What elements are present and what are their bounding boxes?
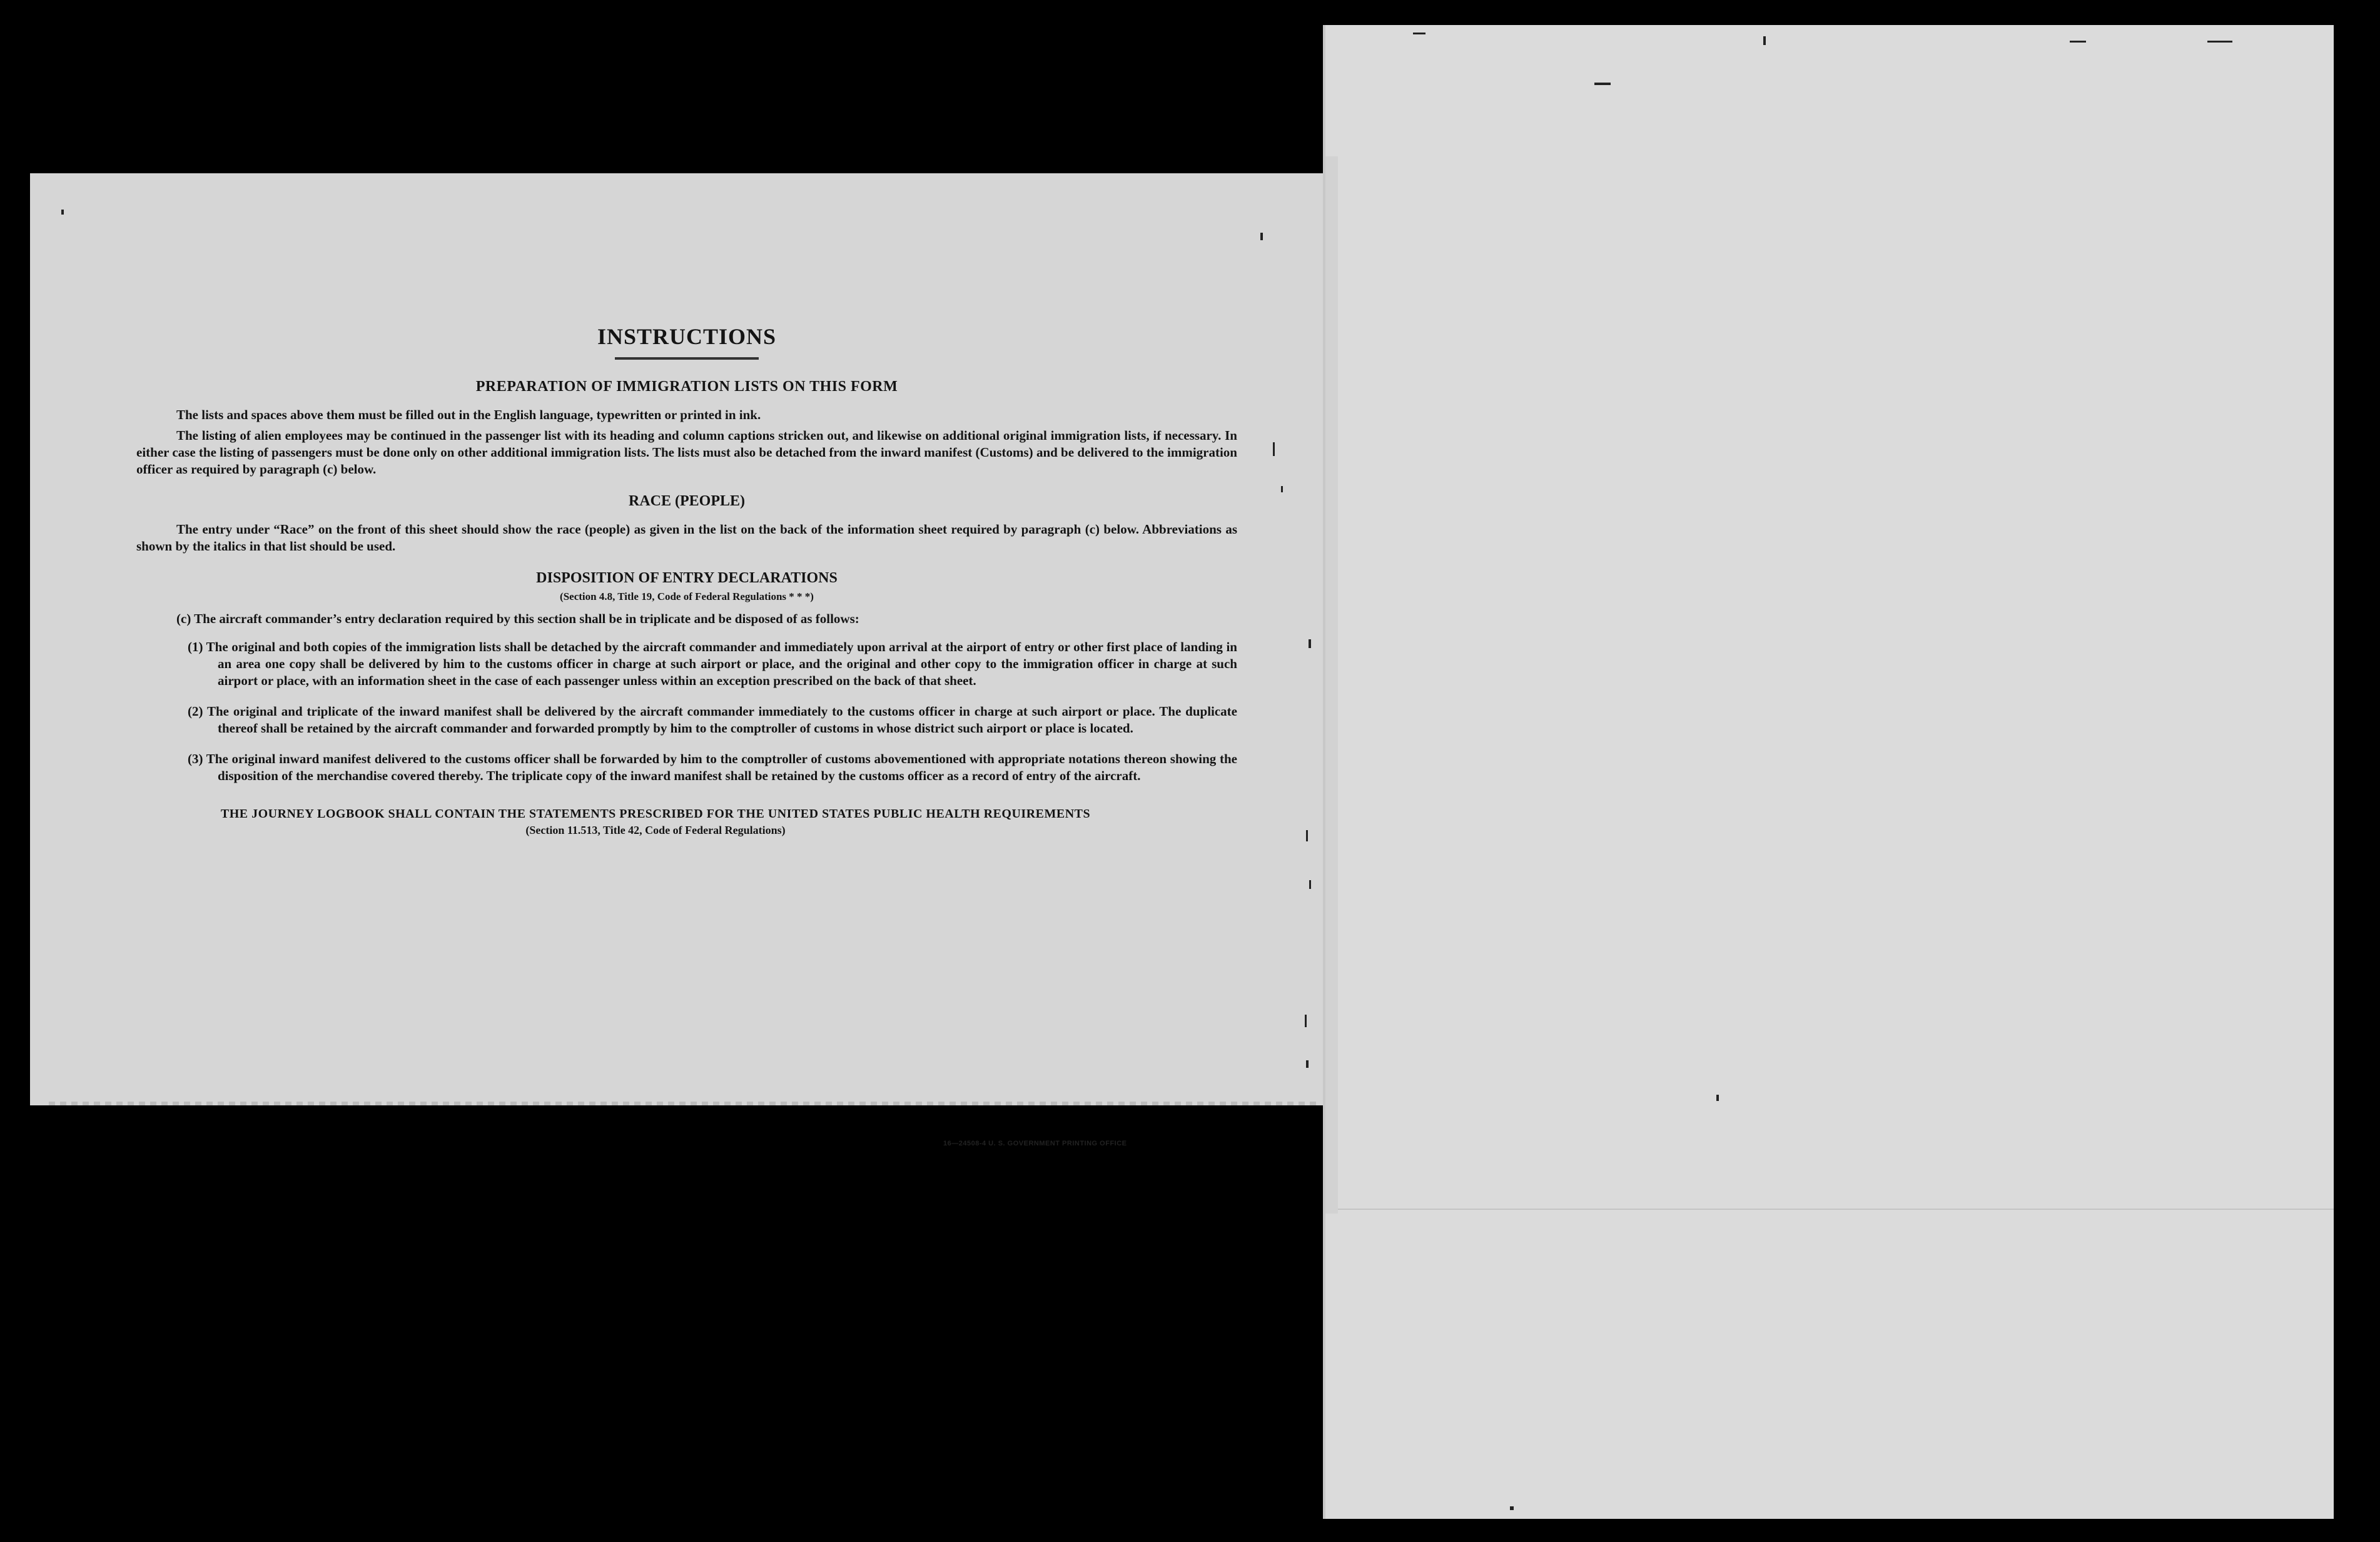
scan-speck [1510,1506,1514,1510]
preparation-heading: PREPARATION OF IMMIGRATION LISTS ON THIS FORM [475,378,898,395]
scan-speck [1594,83,1611,85]
disposition-item-2: (2) The original and triplicate of the inward manifest shall be delivered by the aircraft commander immediately to the customs officer in charge at such airport or place. The duplicate thereof shall be retained by the aircraft commander and forwarded promptly by him to the comptroller of customs in whose district such airport or place is located. [188,704,1237,736]
blank-sheet [1323,25,2334,1519]
instructions-title: INSTRUCTIONS [597,324,777,349]
scan-speck [1716,1095,1719,1101]
disposition-item-1: (1) The original and both copies of the immigration lists shall be detached by the aircraft commander and immediately upon arrival at the airport of entry or other first place of landing in an area one copy shall be delivered by him to the customs officer in charge at such airport or place, and the original and other copy to the immigration officer in charge at such airport or place, with an information sheet in the case of each passenger unless within an exception prescribed on the back of that sheet. [188,639,1237,688]
disposition-heading: DISPOSITION OF ENTRY DECLARATIONS [536,570,838,586]
preparation-paragraph-1: The lists and spaces above them must be filled out in the English language, typewritten or printed in ink. [176,407,761,422]
scan-speck [1273,442,1275,456]
scan-speck [2070,41,2086,43]
logbook-statement: THE JOURNEY LOGBOOK SHALL CONTAIN THE STATEMENTS PRESCRIBED FOR THE UNITED STATES PUBLIC HEALTH REQUIREMENTS [220,807,1091,821]
scan-speck [1413,33,1425,34]
scan-speck [1309,639,1311,648]
scan-speck [1306,830,1308,841]
title-rule [615,357,759,360]
logbook-citation: (Section 11.513, Title 42, Code of Federal Regulations) [525,824,786,836]
scan-speck [2207,41,2232,43]
fold-line [1338,1209,2334,1210]
scan-speck [1309,880,1311,889]
scan-speck [1763,36,1766,45]
sheet-edge-shade [1325,156,1338,1214]
scan-speck [61,210,64,215]
scan-speck [1281,486,1283,492]
scan-speck [1305,1015,1307,1027]
instructions-sheet [30,173,1325,1147]
scan-speck [1260,233,1263,240]
instructions-content [136,323,1237,837]
race-paragraph: The entry under “Race” on the front of this sheet should show the race (people) as given in the list on the back of the information sheet required by paragraph (c) below. Abbreviations as shown by the italics in that list should be used. [136,522,1237,554]
disposition-citation: (Section 4.8, Title 19, Code of Federal Regulations * * *) [560,591,814,602]
scan-speck [1306,1060,1309,1068]
preparation-paragraph-2: The listing of alien employees may be continued in the passenger list with its heading and column captions stricken out, and likewise on additional original immigration lists, if necessary. In either case the listing of passengers must be done only on other additional immigration lists. The lists must also be detached from the inward manifest (Customs) and be delivered to the immigration officer as required by paragraph (c) below. [136,428,1237,477]
disposition-item-3: (3) The original inward manifest delivered to the customs officer shall be forwarded by him to the comptroller of customs abovementioned with appropriate notations thereon showing the disposition of the merchandise covered thereby. The triplicate copy of the inward manifest shall be retained by the customs officer as a record of entry of the aircraft. [188,751,1237,783]
disposition-intro: (c) The aircraft commander’s entry declaration required by this section shall be in triplicate and be disposed of as follows: [176,611,859,626]
printing-office-line: 16—24508-4 U. S. GOVERNMENT PRINTING OFFICE [943,1140,1127,1147]
race-heading: RACE (PEOPLE) [629,493,745,509]
